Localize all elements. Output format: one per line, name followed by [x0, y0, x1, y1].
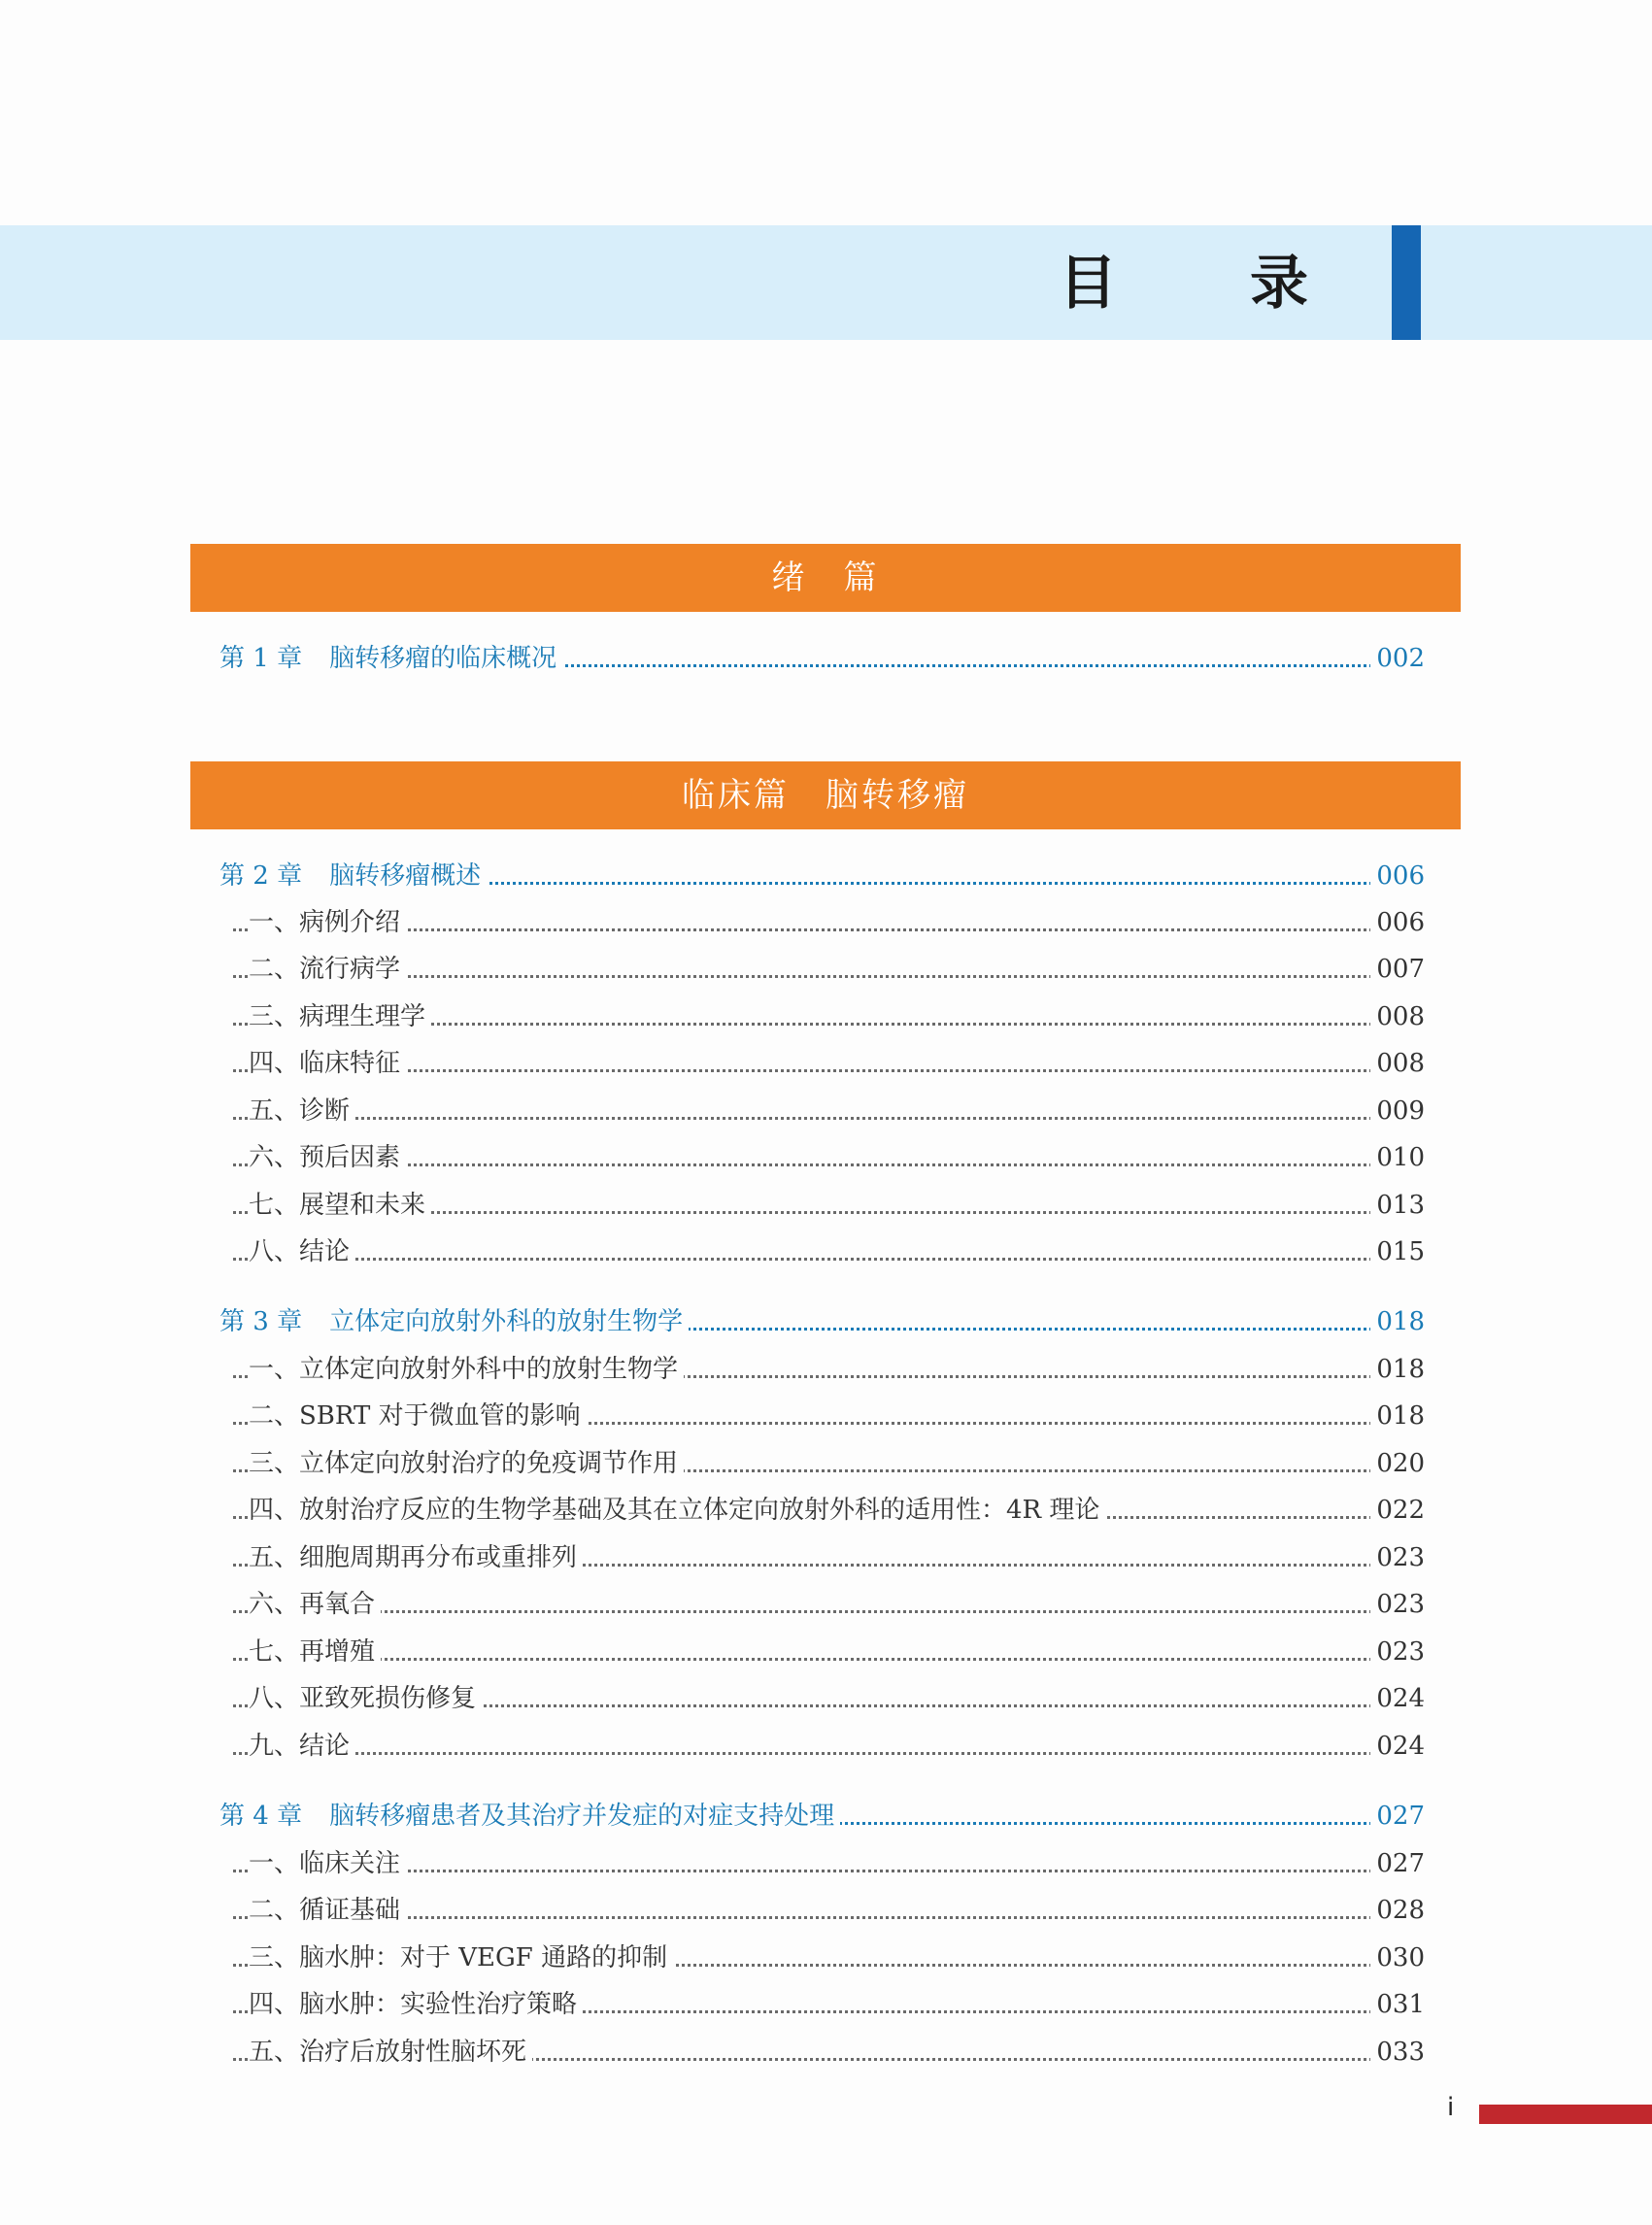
toc-item[interactable]: [0, 996, 1652, 1037]
toc-item[interactable]: [0, 1726, 1652, 1767]
item-title: 一、立体定向放射外科中的放射生物学: [249, 1349, 684, 1390]
chapter-title: 脑转移瘤患者及其治疗并发症的对症支持处理: [329, 1802, 835, 1831]
page-ref: 024: [1370, 1678, 1425, 1719]
toc-item[interactable]: [0, 1984, 1652, 2025]
item-title: 三、立体定向放射治疗的免疫调节作用: [249, 1443, 684, 1484]
page-ref: 015: [1370, 1231, 1425, 1272]
toc-item[interactable]: [0, 1043, 1652, 1084]
item-title: 二、流行病学: [249, 949, 406, 990]
footer-accent-bar: [1479, 2105, 1652, 2124]
page-ref: 022: [1370, 1490, 1425, 1531]
item-title: 三、脑水肿：对于 VEGF 通路的抑制: [249, 1938, 673, 1978]
toc-item[interactable]: [0, 1185, 1652, 1226]
leader-dots: [233, 975, 1419, 978]
item-title: 四、临床特征: [249, 1043, 406, 1084]
toc-item[interactable]: [0, 1231, 1652, 1272]
toc-item[interactable]: [0, 1396, 1652, 1436]
chapter-number: 第 4 章: [219, 1802, 303, 1831]
chapter-number: 第 3 章: [219, 1307, 303, 1336]
page-ref: 020: [1370, 1443, 1425, 1484]
page-ref: 023: [1370, 1584, 1425, 1625]
item-title: 五、治疗后放射性脑坏死: [249, 2032, 532, 2073]
toc-chapter[interactable]: [0, 856, 1652, 896]
page-ref: 027: [1370, 1843, 1425, 1884]
chapter-title: 脑转移瘤概述: [329, 861, 482, 891]
toc-item[interactable]: [0, 1137, 1652, 1178]
chapter-number: 第 1 章: [219, 644, 303, 673]
toc-item[interactable]: [0, 1490, 1652, 1531]
page-ref: 033: [1370, 2032, 1425, 2073]
leader-dots: [233, 1117, 1419, 1120]
item-title: 一、临床关注: [249, 1843, 406, 1884]
page-ref: 023: [1370, 1537, 1425, 1578]
item-title: 一、病例介绍: [249, 902, 406, 943]
item-title: 八、结论: [249, 1231, 355, 1272]
item-title: 四、脑水肿：实验性治疗策略: [249, 1984, 583, 2025]
leader-dots: [233, 1258, 1419, 1261]
toc-item[interactable]: [0, 1843, 1652, 1884]
page-ref: 027: [1370, 1796, 1425, 1837]
item-title: 七、展望和未来: [249, 1185, 431, 1226]
toc-item[interactable]: [0, 1443, 1652, 1484]
page-ref: 006: [1370, 902, 1425, 943]
page-ref: 002: [1370, 638, 1425, 679]
page-ref: 009: [1370, 1091, 1425, 1131]
toc-item[interactable]: [0, 2032, 1652, 2073]
page-ref: 023: [1370, 1632, 1425, 1672]
page-ref: 010: [1370, 1137, 1425, 1178]
toc-item[interactable]: [0, 1632, 1652, 1672]
toc-chapter[interactable]: [0, 638, 1652, 679]
item-title: 二、循证基础: [249, 1890, 406, 1931]
page-ref: 018: [1370, 1301, 1425, 1342]
toc-item[interactable]: [0, 1349, 1652, 1390]
item-title: 二、SBRT 对于微血管的影响: [249, 1396, 587, 1436]
page-ref: 024: [1370, 1726, 1425, 1767]
toc-item[interactable]: [0, 1091, 1652, 1131]
page-ref: 006: [1370, 856, 1425, 896]
leader-dots: [233, 1658, 1419, 1661]
toc-item[interactable]: [0, 1938, 1652, 1978]
item-title: 六、再氧合: [249, 1584, 381, 1625]
page-ref: 018: [1370, 1396, 1425, 1436]
page-ref: 018: [1370, 1349, 1425, 1390]
item-title: 三、病理生理学: [249, 996, 431, 1037]
page-number: i: [1447, 2093, 1455, 2122]
item-title: 六、预后因素: [249, 1137, 406, 1178]
section-header-intro: 绪 篇: [190, 544, 1461, 612]
toc-item[interactable]: [0, 1584, 1652, 1625]
toc-item[interactable]: [0, 949, 1652, 990]
toc-chapter[interactable]: [0, 1301, 1652, 1342]
item-title: 五、细胞周期再分布或重排列: [249, 1537, 583, 1578]
leader-dots: [233, 1610, 1419, 1613]
toc-item[interactable]: [0, 1678, 1652, 1719]
page-ref: 031: [1370, 1984, 1425, 2025]
section-header-clinical: 临床篇 脑转移瘤: [190, 761, 1461, 829]
leader-dots: [233, 928, 1419, 931]
page-ref: 030: [1370, 1938, 1425, 1978]
chapter-number: 第 2 章: [219, 861, 303, 891]
chapter-title: 脑转移瘤的临床概况: [329, 644, 557, 673]
toc-item[interactable]: [0, 1890, 1652, 1931]
page-title: 目 录: [1059, 250, 1365, 318]
leader-dots: [233, 1752, 1419, 1755]
item-title: 九、结论: [249, 1726, 355, 1767]
page-ref: 013: [1370, 1185, 1425, 1226]
page-ref: 028: [1370, 1890, 1425, 1931]
item-title: 四、放射治疗反应的生物学基础及其在立体定向放射外科的适用性：4R 理论: [249, 1490, 1105, 1531]
leader-dots: [233, 1069, 1419, 1072]
leader-dots: [233, 1870, 1419, 1872]
page-ref: 008: [1370, 996, 1425, 1037]
toc-item[interactable]: [0, 902, 1652, 943]
leader-dots: [233, 1163, 1419, 1166]
item-title: 七、再增殖: [249, 1632, 381, 1672]
item-title: 八、亚致死损伤修复: [249, 1678, 482, 1719]
leader-dots: [233, 1916, 1419, 1919]
toc-chapter[interactable]: [0, 1796, 1652, 1837]
header-accent-bar: [1392, 225, 1421, 340]
page-ref: 007: [1370, 949, 1425, 990]
toc-item[interactable]: [0, 1537, 1652, 1578]
chapter-title: 立体定向放射外科的放射生物学: [329, 1307, 684, 1336]
page-ref: 008: [1370, 1043, 1425, 1084]
item-title: 五、诊断: [249, 1091, 355, 1131]
